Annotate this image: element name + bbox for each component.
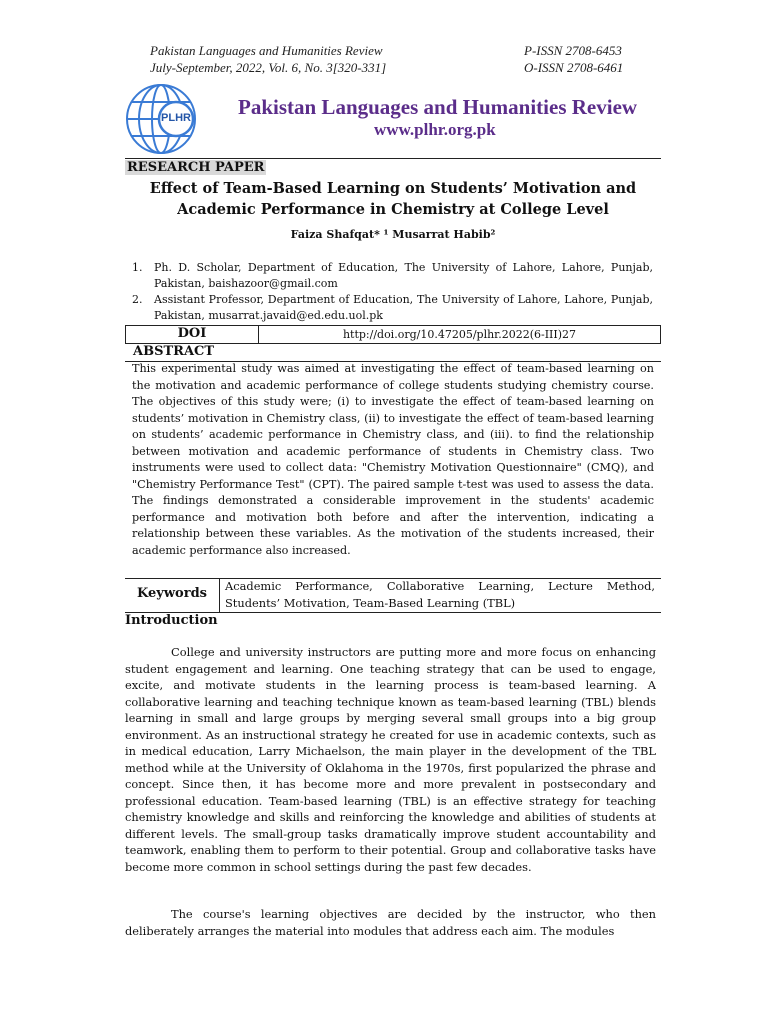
affiliations — [125, 260, 653, 324]
doi-link[interactable]: http://doi.org/10.47205/plhr.2022(6-III)27 — [342, 328, 577, 341]
doi-label: DOI — [177, 326, 207, 341]
introduction-paragraph-1: College and university instructors are putting more and more focus on enhancing student engagement and learning. One teaching strategy that can be used to engage, excite, and motivate students in the learning process is team-based learning. A collaborative learning and teaching technique known as team-based learning (TBL) blends learning in small and large groups by merging several small groups into a big group environment. As an instructional strategy he created for use in academic contexts, such as in medical education, Larry Michaelson, the main player in the development of the TBL method while at the University of Oklahoma in the 1970s, first popularized the phrase and concept. Since then, it has become more and more prevalent in postsecondary and professional education. Team-based learning (TBL) is an effective strategy for teaching chemistry knowledge and skills and reinforcing the knowledge and abilities of students at different levels. The small-group tasks dramatically improve student accountability and teamwork, enabling them to perform to their potential. Group and collaborative tasks have become more common in school settings during the past few decades. — [125, 645, 656, 874]
affiliation-item: 2. Assistant Professor, Department of Education, The University of Lahore, Lahore, Punjab, Pakistan, musarrat.javaid@ed.edu.uol.pk — [132, 293, 653, 322]
paper-type-label: RESEARCH PAPER — [127, 160, 265, 175]
journal-logo-title: Pakistan Languages and Humanities Review — [238, 95, 638, 119]
paper-title-line-2: Academic Performance in Chemistry at College Level — [177, 201, 609, 218]
keywords-text: Academic Performance, Collaborative Learning, Lecture Method, Students’ Motivation, Team-Based Learning (TBL) — [225, 579, 655, 610]
logo-mark-text: PLHR — [161, 112, 191, 124]
issue-info-header: July-September, 2022, Vol. 6, No. 3[320-331] — [150, 60, 387, 75]
introduction-heading: Introduction — [125, 613, 218, 628]
journal-name-header: Pakistan Languages and Humanities Review — [150, 43, 383, 58]
paper-title — [125, 178, 661, 220]
abstract-text: This experimental study was aimed at investigating the effect of team-based learning on the motivation and academic performance of college students studying chemistry course. The objectives of this study were; (i) to investigate the effect of team-based learning on students’ motivation in Chemistry class, (ii) to investigate the effect of team-based learning on students’ academic performance in Chemistry class, and (iii). to find the relationship between motivation and academic performance of students in Chemistry class. Two instruments were used to collect data: "Chemistry Motivation Questionnaire" (CMQ), and "Chemistry Performance Test" (CPT). The paired sample t-test was used to assess the data. The findings demonstrated a considerable improvement in the students' academic performance and motivation both before and after the intervention, indicating a relationship between these variables. As the motivation of the students increased, their academic performance also increased. — [132, 362, 654, 557]
affiliation-item: 1. Ph. D. Scholar, Department of Education, The University of Lahore, Lahore, Punjab, Pakistan, baishazoor@gmail.com — [132, 261, 653, 290]
authors: Faiza Shafqat* ¹ Musarrat Habib² — [290, 228, 496, 241]
abstract-heading: ABSTRACT — [133, 344, 215, 359]
paper-title-line-1: Effect of Team-Based Learning on Students’ Motivation and — [149, 180, 637, 197]
pissn-header: P-ISSN 2708-6453 — [524, 43, 622, 58]
journal-url: www.plhr.org.pk — [374, 120, 496, 139]
header-rule — [125, 158, 661, 159]
keywords-label: Keywords — [137, 586, 207, 601]
introduction-paragraph-2: The course's learning objectives are decided by the instructor, who then deliberately arranges the material into modules that address each aim. The modules — [125, 907, 656, 938]
oissn-header: O-ISSN 2708-6461 — [524, 60, 624, 75]
plhr-globe-logo — [123, 82, 203, 156]
